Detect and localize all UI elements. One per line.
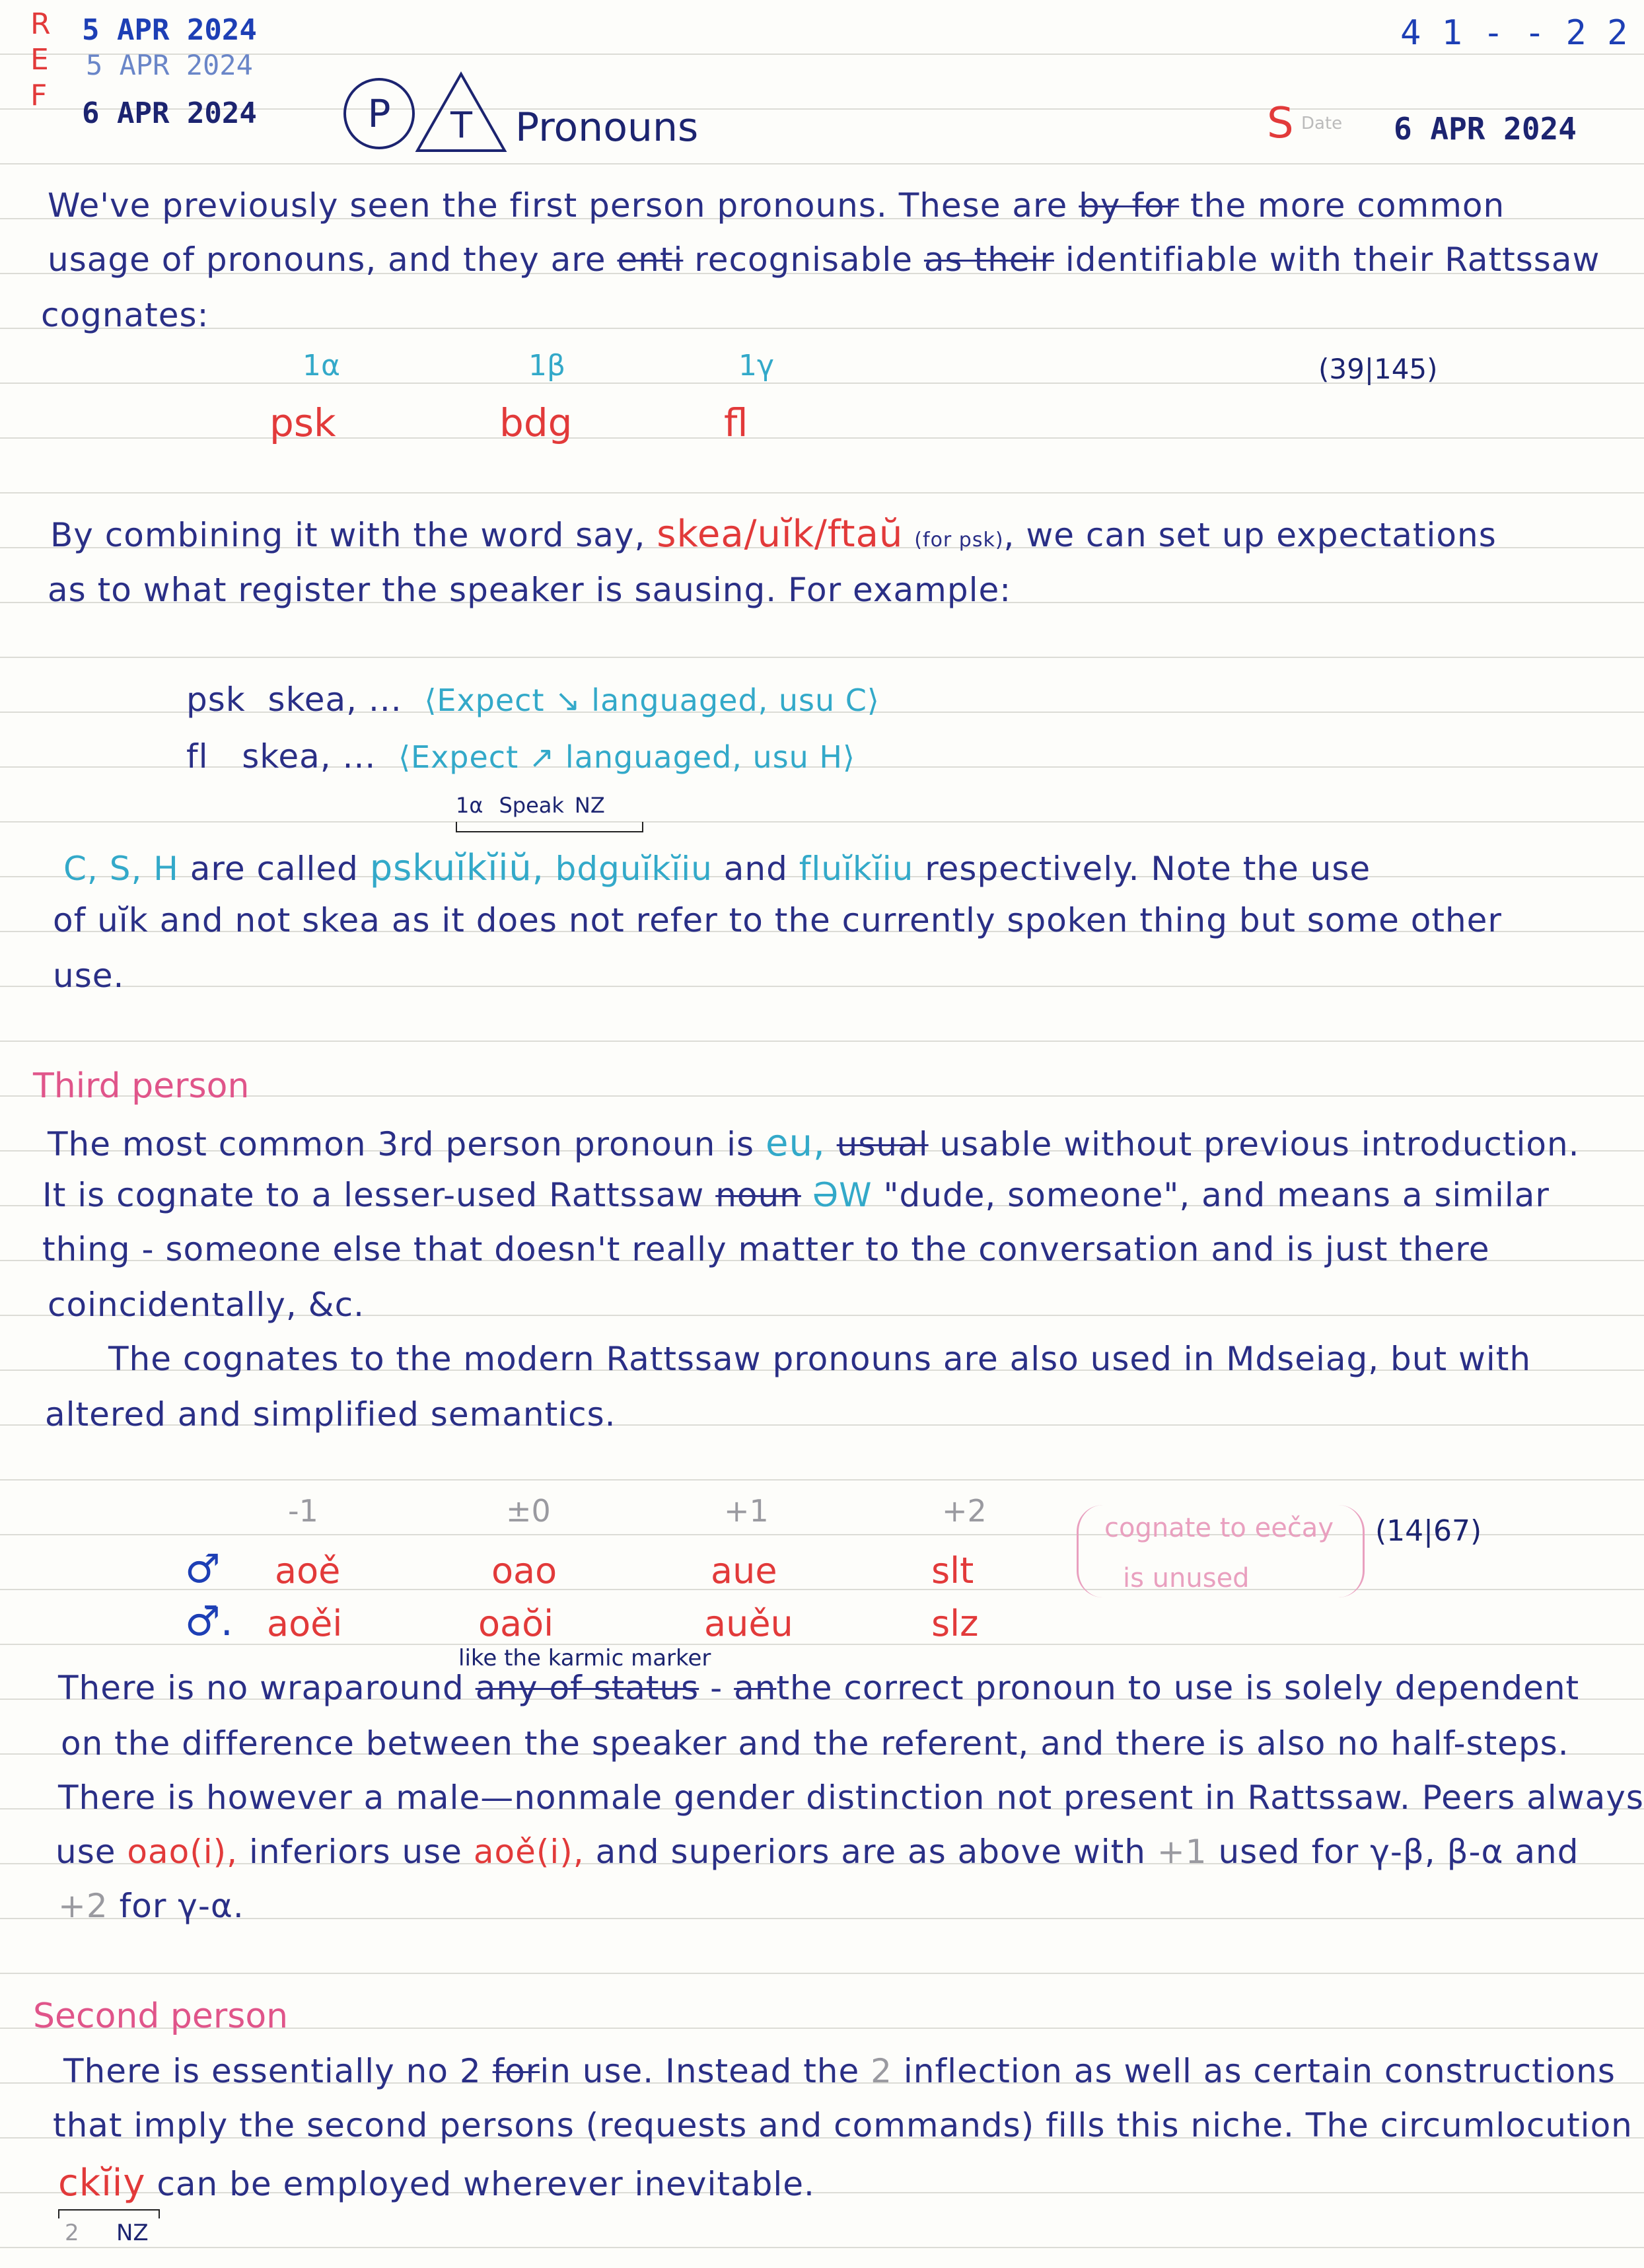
called-line-3: use. xyxy=(53,957,125,995)
example-2: fl skea, ... ⟨Expect ↗ languaged, usu H⟩ xyxy=(186,737,855,776)
s-mark: S xyxy=(1267,99,1294,148)
nonmale-0: oaŏi xyxy=(478,1603,554,1644)
intro-line-3: cognates: xyxy=(41,296,209,334)
heading-second-person: Second person xyxy=(33,1996,289,2036)
third-p1-line-2: It is cognate to a lesser-used Rattssaw noun ƏW "dude, someone", and means a similar xyxy=(42,1176,1550,1214)
gloss-bracket-2 xyxy=(58,2209,160,2218)
col-plus2: +2 xyxy=(942,1493,987,1529)
nonmale-plus1: auěu xyxy=(704,1603,793,1644)
page-title: Pronouns xyxy=(515,104,699,151)
wrap-line-2: on the difference between the speaker and the referent, and there is also no half-steps. xyxy=(61,1724,1569,1763)
ref-date-3: 6 APR 2024 xyxy=(82,96,257,130)
header-date: 6 APR 2024 xyxy=(1394,111,1577,147)
called-line-1: C, S, H are called pskuĭkĭiŭ, bdguĭkĭiu and fluĭkĭiu respectively. Note the use xyxy=(63,847,1371,889)
intro-line-2: usage of pronouns, and they are enti recognisable as their identifiable with their Rattssaw xyxy=(48,240,1600,279)
note-line-2: is unused xyxy=(1123,1563,1250,1593)
second-line-1: There is essentially no 2 forin use. Instead the 2 inflection as well as certain constructions xyxy=(63,2052,1616,2090)
third-p1-line-3: thing - someone else that doesn't really matter to the conversation and is just there xyxy=(42,1230,1490,1268)
ref-letters: R E F xyxy=(30,7,51,112)
form-fl: fl xyxy=(724,400,748,445)
second-line-3: ckĭiy can be employed wherever inevitable. xyxy=(58,2162,815,2205)
insert-karmic-marker: like the karmic marker xyxy=(458,1645,711,1671)
third-p1-line-1: The most common 3rd person pronoun is eu, usual usable without previous introduction. xyxy=(48,1122,1580,1165)
wrap-line-1: There is no wraparound any of status - anthe correct pronoun to use is solely dependent xyxy=(58,1669,1580,1707)
male-0: oao xyxy=(491,1550,557,1591)
date-label: Date xyxy=(1301,114,1343,133)
wrap-line-3: There is however a male—nonmale gender distinction not present in Rattssaw. Peers always xyxy=(58,1778,1644,1817)
third-p1-line-4: coincidentally, &c. xyxy=(48,1286,365,1324)
wrap-line-5: +2 for γ-α. xyxy=(58,1887,244,1925)
male-plus2: slt xyxy=(931,1550,974,1591)
label-1beta: 1β xyxy=(528,349,566,383)
label-1gamma: 1γ xyxy=(738,349,775,383)
circle-p-mark: P xyxy=(343,78,415,149)
male-plus1: aue xyxy=(711,1550,777,1591)
ref-date-2: 5 APR 2024 xyxy=(86,49,253,81)
called-line-2: of uĭk and not skea as it does not refer to the currently spoken thing but some other xyxy=(53,901,1502,939)
heading-third-person: Third person xyxy=(33,1066,250,1106)
male-symbol: ♂ xyxy=(185,1546,221,1592)
col-plus1: +1 xyxy=(724,1493,769,1529)
triangle-letter: T xyxy=(450,104,472,146)
label-1alpha: 1α xyxy=(303,349,340,383)
ref-date-1: 5 APR 2024 xyxy=(82,13,257,47)
col-minus1: -1 xyxy=(288,1493,318,1529)
nonmale-plus2: slz xyxy=(931,1603,979,1644)
example-1: psk skea, ... ⟨Expect ↘ languaged, usu C⟩ xyxy=(186,680,880,719)
form-bdg: bdg xyxy=(499,400,573,445)
wrap-line-4: use oao(i), inferiors use aoě(i), and superiors are as above with +1 used for γ-β, β-α and xyxy=(55,1833,1579,1871)
nonmale-minus1: aoěi xyxy=(267,1603,343,1644)
ref-39-145: (39|145) xyxy=(1318,353,1438,385)
second-line-2: that imply the second persons (requests and commands) fills this niche. The circumlocution xyxy=(53,2106,1633,2144)
gloss-bracket xyxy=(456,822,643,832)
gloss-nz: NZ xyxy=(116,2220,149,2246)
gloss-parts: 1α Speak NZ xyxy=(456,793,605,818)
third-p2-line-2: altered and simplified semantics. xyxy=(45,1395,616,1434)
page-number: 4 1 - - 2 2 xyxy=(1400,13,1628,53)
note-line-1: cognate to eečay xyxy=(1104,1513,1334,1543)
intro-line-1: We've previously seen the first person pronouns. These are by for the more common xyxy=(48,186,1505,225)
col-0: ±0 xyxy=(506,1493,551,1529)
nonmale-symbol: ♂̄. xyxy=(185,1599,233,1645)
third-p2-line-1: The cognates to the modern Rattssaw pronouns are also used in Mdseiag, but with xyxy=(108,1340,1532,1378)
male-minus1: aoě xyxy=(275,1550,341,1591)
register-line-2: as to what register the speaker is sausing. For example: xyxy=(48,571,1012,609)
ref-14-67: (14|67) xyxy=(1375,1514,1482,1548)
register-line-1: By combining it with the word say, skea/uĭk/ftaŭ (for psk), we can set up expectations xyxy=(50,513,1497,556)
form-psk: psk xyxy=(269,400,336,445)
gloss-2: 2 xyxy=(65,2220,79,2246)
